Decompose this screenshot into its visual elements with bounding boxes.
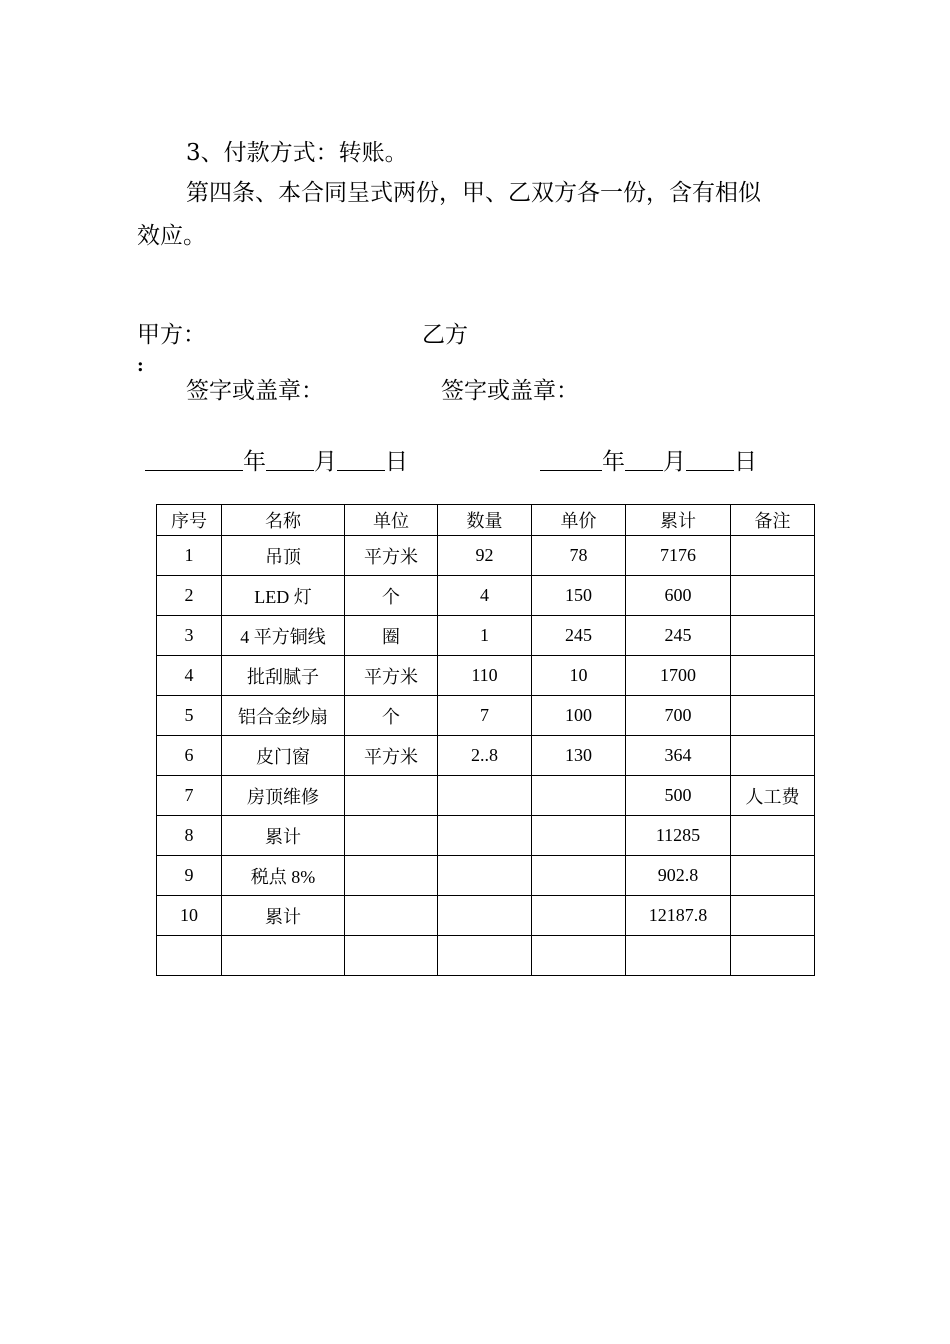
cell-quantity — [438, 776, 532, 816]
day-blank — [337, 446, 385, 471]
cell-name: 房顶维修 — [222, 776, 345, 816]
cell-quantity — [438, 856, 532, 896]
table-row — [157, 816, 815, 856]
month-label: 月 — [663, 449, 686, 475]
header-unit: 单位 — [345, 505, 438, 536]
month-blank — [625, 446, 663, 471]
cell-remarks — [731, 816, 815, 856]
cell-unit-price — [532, 856, 626, 896]
day-label: 日 — [385, 449, 408, 475]
cell-quantity — [438, 936, 532, 976]
cell-name: 皮门窗 — [222, 736, 345, 776]
header-name: 名称 — [222, 505, 345, 536]
cell-unit-price: 130 — [532, 736, 626, 776]
day-label: 日 — [734, 449, 757, 475]
cell-unit — [345, 896, 438, 936]
cell-index: 8 — [157, 816, 222, 856]
cell-total: 700 — [626, 696, 731, 736]
cell-unit: 平方米 — [345, 536, 438, 576]
cell-unit-price: 150 — [532, 576, 626, 616]
cell-remarks — [731, 616, 815, 656]
header-remarks: 备注 — [731, 505, 815, 536]
cell-name: 累计 — [222, 816, 345, 856]
cell-unit: 平方米 — [345, 656, 438, 696]
year-label: 年 — [243, 449, 266, 475]
cell-unit — [345, 936, 438, 976]
cell-name: 吊顶 — [222, 536, 345, 576]
cell-index: 2 — [157, 576, 222, 616]
cell-index: 7 — [157, 776, 222, 816]
cell-index: 3 — [157, 616, 222, 656]
party-a-colon: : — [137, 355, 144, 376]
cell-quantity: 2..8 — [438, 736, 532, 776]
cell-remarks — [731, 896, 815, 936]
cell-unit: 平方米 — [345, 736, 438, 776]
year-blank — [145, 446, 243, 471]
month-blank — [266, 446, 314, 471]
cell-index: 4 — [157, 656, 222, 696]
cell-unit-price: 245 — [532, 616, 626, 656]
cell-remarks — [731, 856, 815, 896]
cell-total: 1700 — [626, 656, 731, 696]
cell-name: 税点 8% — [222, 856, 345, 896]
month-label: 月 — [314, 449, 337, 475]
cell-unit — [345, 776, 438, 816]
cell-unit-price: 100 — [532, 696, 626, 736]
table-row — [157, 856, 815, 896]
cell-quantity — [438, 816, 532, 856]
party-b-label: 乙方 — [422, 322, 468, 348]
party-b-date-line — [540, 446, 757, 477]
cell-total — [626, 936, 731, 976]
cell-name: 铝合金纱扇 — [222, 696, 345, 736]
day-blank — [686, 446, 734, 471]
table-row — [157, 616, 815, 656]
cell-quantity: 1 — [438, 616, 532, 656]
cell-total: 902.8 — [626, 856, 731, 896]
cell-unit — [345, 856, 438, 896]
table-header-row — [157, 505, 815, 536]
article-4-line-1: 第四条、本合同呈式两份，甲、乙双方各一份，含有相似 — [186, 180, 761, 206]
cell-name: 批刮腻子 — [222, 656, 345, 696]
cell-index: 9 — [157, 856, 222, 896]
cell-total: 11285 — [626, 816, 731, 856]
header-index: 序号 — [157, 505, 222, 536]
cell-remarks: 人工费 — [731, 776, 815, 816]
cell-quantity — [438, 896, 532, 936]
year-label: 年 — [602, 449, 625, 475]
article-4-line-2: 效应。 — [137, 223, 206, 249]
cell-index — [157, 936, 222, 976]
party-a-signature-label: 签字或盖章： — [186, 378, 324, 404]
table-row — [157, 576, 815, 616]
cell-remarks — [731, 696, 815, 736]
party-b-signature-label: 签字或盖章： — [441, 378, 579, 404]
cell-name: 4 平方铜线 — [222, 616, 345, 656]
table-row — [157, 656, 815, 696]
cell-remarks — [731, 576, 815, 616]
cell-total: 12187.8 — [626, 896, 731, 936]
header-unit-price: 单价 — [532, 505, 626, 536]
cell-unit: 圈 — [345, 616, 438, 656]
table-row — [157, 536, 815, 576]
cell-name: 累计 — [222, 896, 345, 936]
cell-quantity: 4 — [438, 576, 532, 616]
party-a-date-line — [145, 446, 408, 477]
cell-remarks — [731, 736, 815, 776]
cell-name: LED 灯 — [222, 576, 345, 616]
year-blank — [540, 446, 602, 471]
party-a-label: 甲方： — [137, 322, 206, 348]
cell-unit-price: 78 — [532, 536, 626, 576]
cell-total: 245 — [626, 616, 731, 656]
cell-total: 500 — [626, 776, 731, 816]
cell-quantity: 92 — [438, 536, 532, 576]
cell-index: 1 — [157, 536, 222, 576]
cell-unit-price: 10 — [532, 656, 626, 696]
cell-unit: 个 — [345, 696, 438, 736]
table-row — [157, 896, 815, 936]
cell-remarks — [731, 936, 815, 976]
table-row — [157, 696, 815, 736]
header-total: 累计 — [626, 505, 731, 536]
cell-unit: 个 — [345, 576, 438, 616]
cell-unit-price — [532, 936, 626, 976]
cell-total: 600 — [626, 576, 731, 616]
cell-total: 364 — [626, 736, 731, 776]
cell-unit-price — [532, 816, 626, 856]
cell-name — [222, 936, 345, 976]
cell-index: 5 — [157, 696, 222, 736]
header-quantity: 数量 — [438, 505, 532, 536]
cell-remarks — [731, 536, 815, 576]
cell-index: 10 — [157, 896, 222, 936]
payment-method-line: 3、付款方式：转账。 — [186, 140, 408, 166]
cell-unit-price — [532, 776, 626, 816]
table-row — [157, 736, 815, 776]
cell-unit — [345, 816, 438, 856]
table-row — [157, 936, 815, 976]
cell-index: 6 — [157, 736, 222, 776]
cell-remarks — [731, 656, 815, 696]
cell-total: 7176 — [626, 536, 731, 576]
cost-table — [156, 504, 815, 976]
cell-quantity: 110 — [438, 656, 532, 696]
cell-unit-price — [532, 896, 626, 936]
table-row — [157, 776, 815, 816]
cell-quantity: 7 — [438, 696, 532, 736]
